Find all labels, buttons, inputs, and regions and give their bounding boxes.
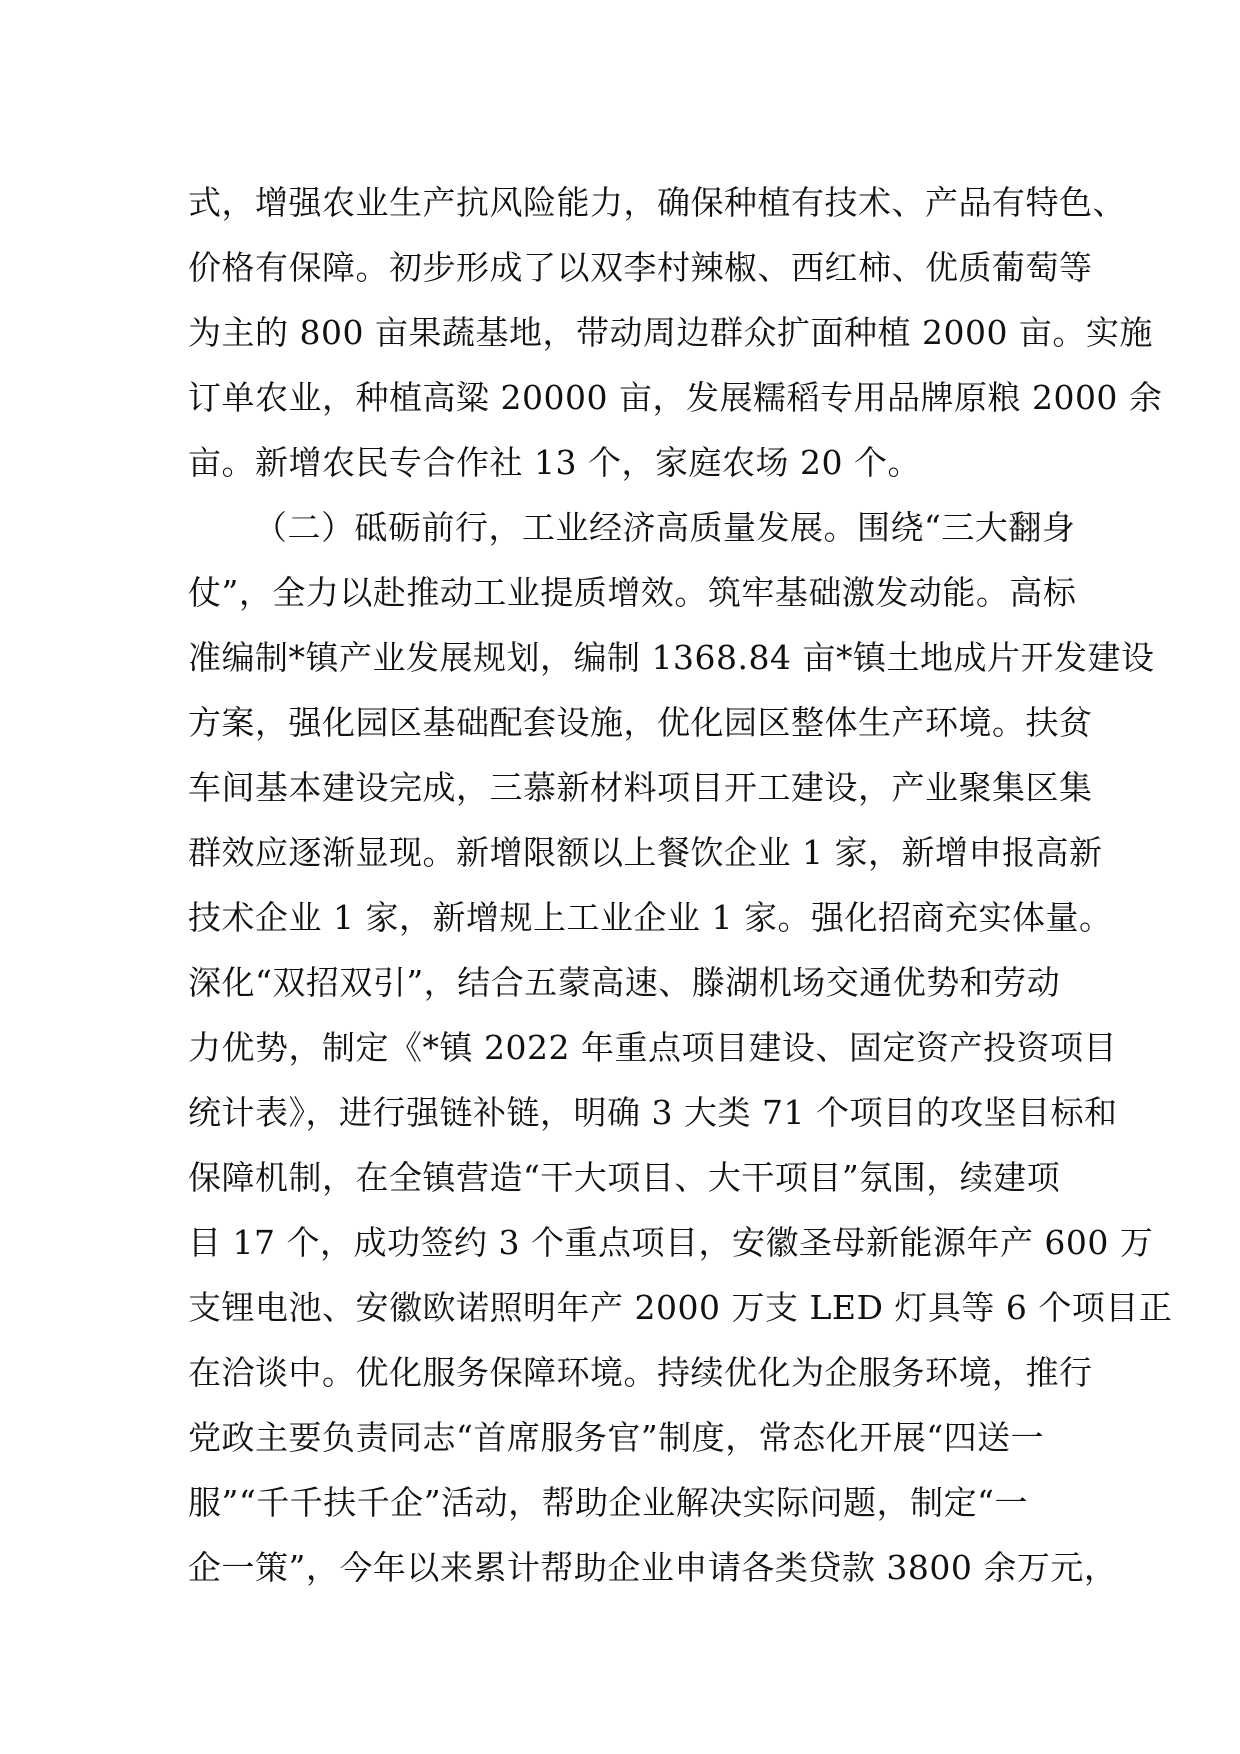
text-line: 支锂电池、安徽欧诺照明年产 2000 万支 LED 灯具等 6 个项目正 — [188, 1288, 1173, 1327]
text-line: 群效应逐渐显现。新增限额以上餐饮企业 1 家，新增申报高新 — [188, 833, 1103, 872]
text-line: 深化“双招双引”，结合五蒙高速、滕湖机场交通优势和劳动 — [188, 963, 1061, 1002]
text-line: 亩。新增农民专合作社 13 个，家庭农场 20 个。 — [188, 443, 921, 482]
text-line: 企一策”，今年以来累计帮助企业申请各类贷款 3800 余万元， — [188, 1548, 1118, 1587]
text-line: 为主的 800 亩果蔬基地，带动周边群众扩面种植 2000 亩。实施 — [188, 313, 1153, 352]
text-line: 技术企业 1 家，新增规上工业企业 1 家。强化招商充实体量。 — [188, 898, 1113, 937]
text-line: 车间基本建设完成，三慕新材料项目开工建设，产业聚集区集 — [188, 768, 1093, 807]
section-heading-line: （二）砥砺前行，工业经济高质量发展。围绕“三大翻身 — [254, 508, 1076, 547]
text-line: 目 17 个，成功签约 3 个重点项目，安徽圣母新能源年产 600 万 — [188, 1223, 1154, 1262]
text-line: 服”“千千扶千企”活动，帮助企业解决实际问题，制定“一 — [188, 1483, 1028, 1522]
text-line: 力优势，制定《*镇 2022 年重点项目建设、固定资产投资项目 — [188, 1028, 1117, 1067]
text-line: 订单农业，种植高粱 20000 亩，发展糯稻专用品牌原粮 2000 余 — [188, 378, 1163, 417]
text-line: 在洽谈中。优化服务保障环境。持续优化为企服务环境，推行 — [188, 1353, 1093, 1392]
text-line: 价格有保障。初步形成了以双李村辣椒、西红柿、优质葡萄等 — [188, 248, 1093, 287]
text-line: 统计表》，进行强链补链，明确 3 大类 71 个项目的攻坚目标和 — [188, 1093, 1118, 1132]
text-line: 仗”，全力以赴推动工业提质增效。筑牢基础激发动能。高标 — [188, 573, 1077, 612]
text-line: 党政主要负责同志“首席服务官”制度，常态化开展“四送一 — [188, 1418, 1045, 1457]
text-line: 方案，强化园区基础配套设施，优化园区整体生产环境。扶贫 — [188, 703, 1093, 742]
text-line: 保障机制，在全镇营造“干大项目、大干项目”氛围，续建项 — [188, 1158, 1061, 1197]
text-line: 式，增强农业生产抗风险能力，确保种植有技术、产品有特色、 — [188, 183, 1126, 222]
body-text — [188, 170, 1173, 1600]
text-line: 准编制*镇产业发展规划，编制 1368.84 亩*镇土地成片开发建设 — [188, 638, 1155, 677]
